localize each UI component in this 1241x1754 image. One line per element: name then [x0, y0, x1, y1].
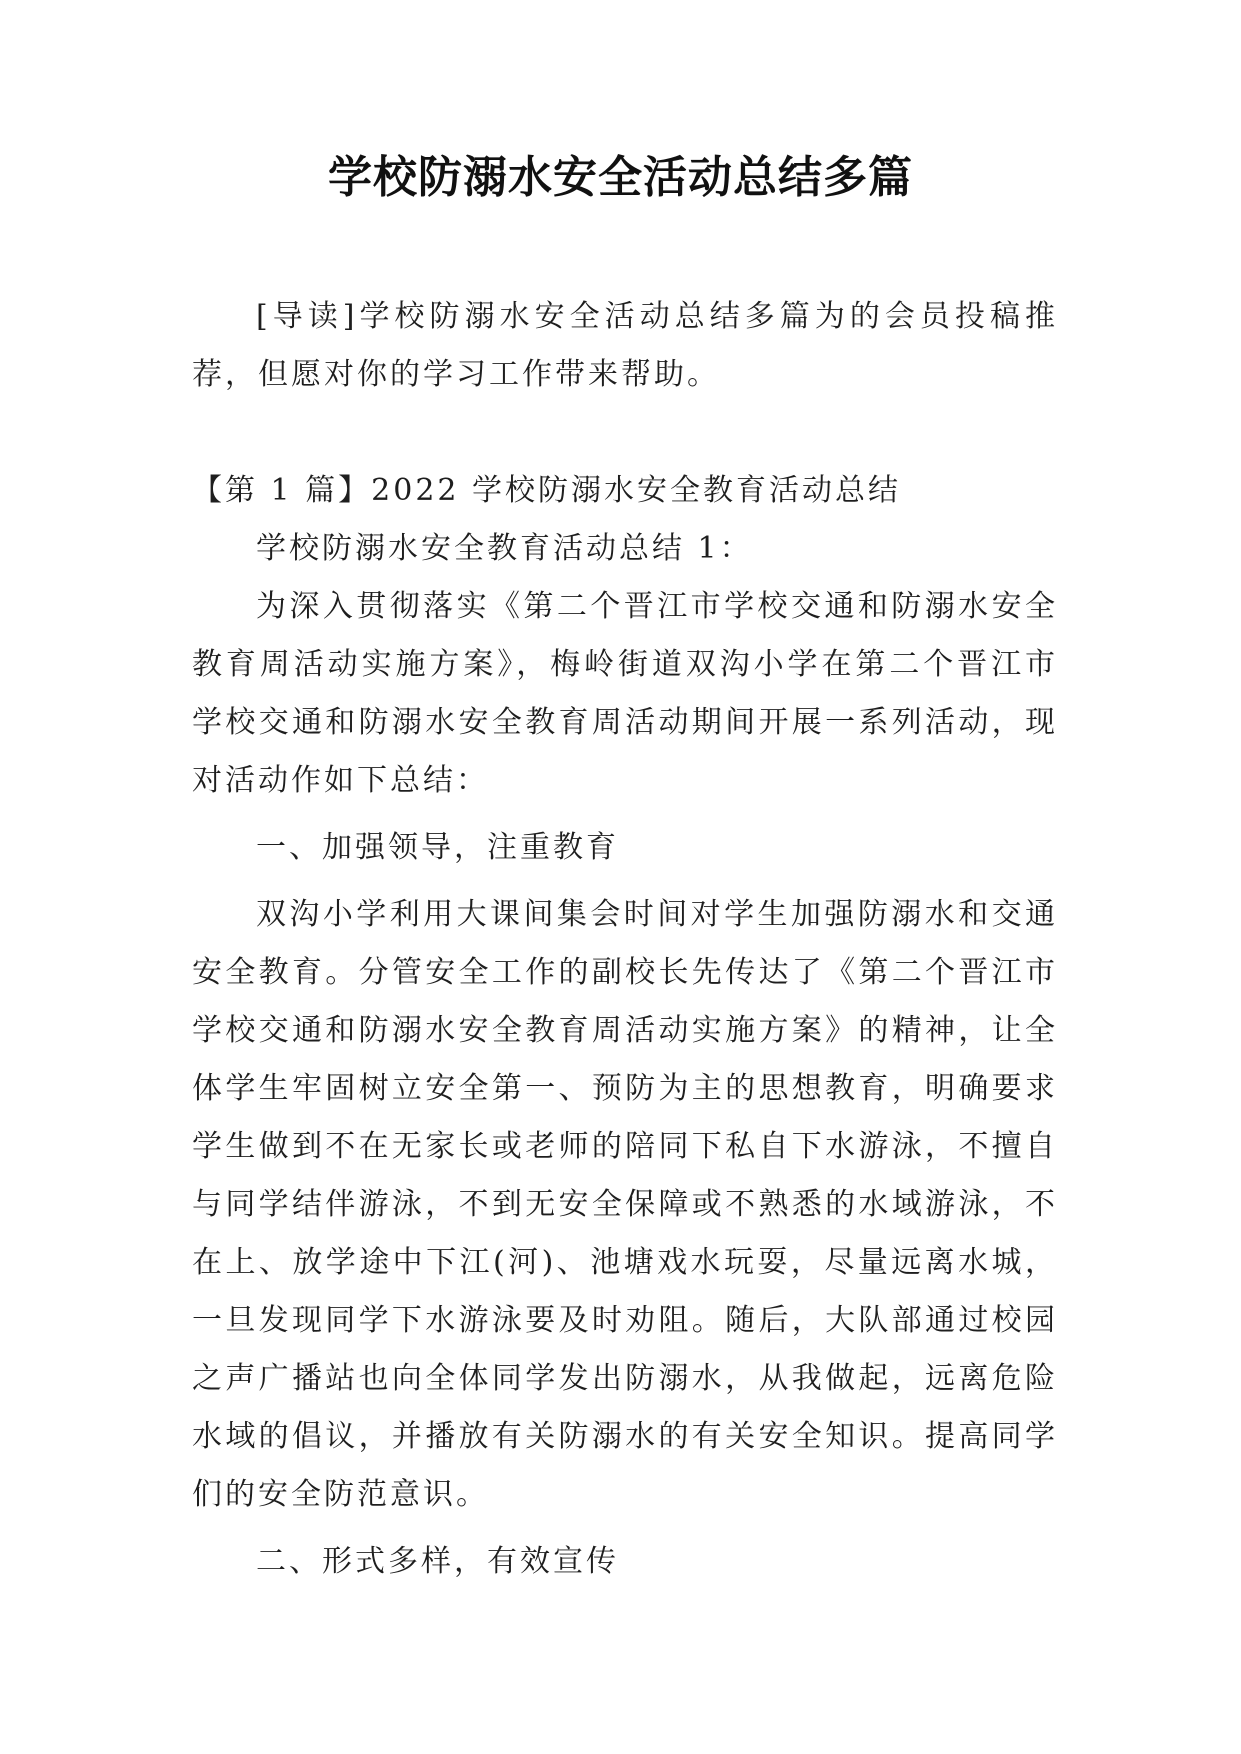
- document-title: 学校防溺水安全活动总结多篇: [328, 152, 913, 203]
- body-paragraph: 为深入贯彻落实《第二个晋江市学校交通和防溺水安全教育周活动实施方案》，梅岭街道双沟小学在第二个晋江市学校交通和防溺水安全教育周活动期间开展一系列活动，现对活动作如下总结：: [192, 589, 1058, 798]
- body-paragraph: 双沟小学利用大课间集会时间对学生加强防溺水和交通安全教育。分管安全工作的副校长先传达了《第二个晋江市学校交通和防溺水安全教育周活动实施方案》的精神，让全体学生牢固树立安全第一、预防为主的思想教育，明确要求学生做到不在无家长或老师的陪同下私自下水游泳，不擅自与同学结伴游泳，不到无安全保障或不熟悉的水域游泳，不在上、放学途中下江(河)、池塘戏水玩耍，尽量远离水城，一旦发现同学下水游泳要及时劝阻。随后，大队部通过校园之声广播站也向全体同学发出防溺水，从我做起，远离危险水域的倡议，并播放有关防溺水的有关安全知识。提高同学们的安全防范意识。: [192, 897, 1058, 1512]
- body-heading: 一、加强领导，注重教育: [256, 830, 619, 865]
- intro-block: [192, 288, 1058, 404]
- body-heading: 二、形式多样，有效宣传: [256, 1544, 619, 1579]
- section-heading: 【第 1 篇】2022 学校防溺水安全教育活动总结: [192, 473, 902, 508]
- intro-paragraph: [导读]学校防溺水安全活动总结多篇为的会员投稿推荐，但愿对你的学习工作带来帮助。: [192, 299, 1058, 392]
- content-block: [192, 462, 1058, 1591]
- subsection-heading: 学校防溺水安全教育活动总结 1：: [256, 531, 753, 566]
